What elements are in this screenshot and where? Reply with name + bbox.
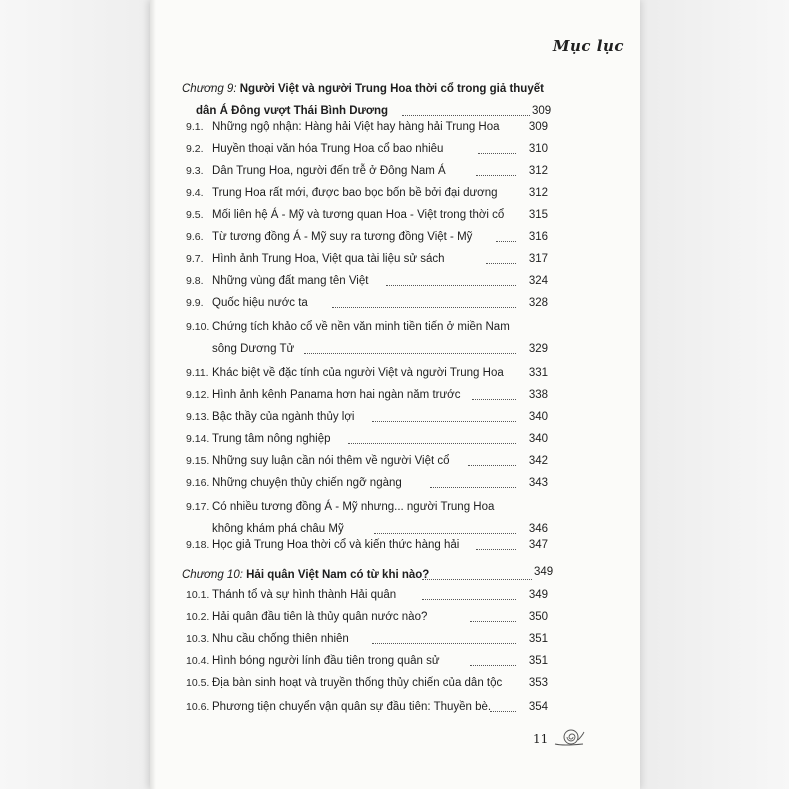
toc-entry[interactable] bbox=[186, 248, 548, 270]
entry-page: 351 bbox=[528, 633, 548, 645]
entry-number: 9.8. bbox=[186, 275, 204, 287]
entry-title: Những ngộ nhận: Hàng hải Việt hay hàng hải Trung Hoa bbox=[212, 121, 500, 133]
entry-title: Những vùng đất mang tên Việt bbox=[212, 275, 369, 287]
leader-dots bbox=[490, 711, 516, 712]
entry-page: 340 bbox=[528, 433, 548, 445]
entry-title: Thánh tổ và sự hình thành Hải quân bbox=[212, 589, 397, 601]
entry-page: 317 bbox=[528, 253, 548, 265]
leader-dots bbox=[470, 665, 516, 666]
entry-title: Chứng tích khảo cổ về nền văn minh tiền tiến ở miền Nam bbox=[212, 321, 510, 333]
toc-entry[interactable] bbox=[186, 428, 548, 450]
toc-entry[interactable] bbox=[186, 606, 548, 628]
toc-entry[interactable] bbox=[186, 628, 548, 650]
book-page bbox=[150, 0, 640, 789]
entry-number: 9.15. bbox=[186, 455, 210, 467]
entry-title: Mối liên hệ Á - Mỹ và tương quan Hoa - Việt trong thời cổ bbox=[212, 209, 505, 221]
entry-title: Trung Hoa rất mới, được bao bọc bốn bề bởi đại dương bbox=[212, 187, 498, 199]
entry-number: 9.16. bbox=[186, 477, 210, 489]
chapter-title-line1: Người Việt và người Trung Hoa thời cổ trong giả thuyết bbox=[239, 83, 544, 95]
entry-page: 351 bbox=[528, 655, 548, 667]
leader-dots bbox=[372, 421, 516, 422]
entry-page: 329 bbox=[528, 343, 548, 355]
entry-number: 9.11. bbox=[186, 367, 209, 379]
entry-page: 315 bbox=[528, 209, 548, 221]
toc-entry[interactable] bbox=[186, 362, 548, 384]
leader-dots bbox=[430, 487, 516, 488]
chapter-9-page: 309 bbox=[532, 105, 552, 117]
chapter-label: Chương 10: bbox=[182, 569, 243, 581]
entry-page: 353 bbox=[528, 677, 548, 689]
leader-dots bbox=[476, 549, 516, 550]
entry-number: 9.1. bbox=[186, 121, 204, 133]
entry-page: 312 bbox=[528, 165, 548, 177]
entry-page: 342 bbox=[528, 455, 548, 467]
toc-entry[interactable] bbox=[186, 316, 548, 360]
toc-entry[interactable] bbox=[186, 226, 548, 248]
toc-entry[interactable] bbox=[186, 384, 548, 406]
entry-page: 343 bbox=[528, 477, 548, 489]
entry-title: Hình bóng người lính đầu tiên trong quân sử bbox=[212, 655, 440, 667]
toc-entry[interactable] bbox=[186, 696, 548, 718]
toc-entry[interactable] bbox=[186, 270, 548, 292]
entry-number: 9.3. bbox=[186, 165, 204, 177]
entry-number: 10.4. bbox=[186, 655, 210, 667]
entry-title: Có nhiều tương đồng Á - Mỹ nhưng... người Trung Hoa bbox=[212, 501, 495, 513]
entry-page: 324 bbox=[528, 275, 548, 287]
entry-number: 10.3. bbox=[186, 633, 210, 645]
toc-entry[interactable] bbox=[186, 138, 548, 160]
toc-entry[interactable] bbox=[186, 472, 548, 494]
entry-title: Huyền thoại văn hóa Trung Hoa cổ bao nhiêu bbox=[212, 143, 444, 155]
entry-title-continued: không khám phá châu Mỹ bbox=[212, 523, 344, 535]
entry-number: 9.2. bbox=[186, 143, 204, 155]
chapter-10-page: 349 bbox=[534, 566, 554, 578]
entry-title: Khác biệt về đặc tính của người Việt và người Trung Hoa bbox=[212, 367, 504, 379]
entry-page: 340 bbox=[528, 411, 548, 423]
entry-title: Những chuyện thủy chiến ngỡ ngàng bbox=[212, 477, 402, 489]
leader-dots bbox=[468, 465, 516, 466]
leader-dots bbox=[422, 579, 532, 580]
chapter-title-line2: dân Á Đông vượt Thái Bình Dương bbox=[196, 105, 389, 117]
chapter-10-heading bbox=[182, 564, 562, 586]
toc-entry[interactable] bbox=[186, 116, 548, 138]
entry-title: Bậc thầy của ngành thủy lợi bbox=[212, 411, 355, 423]
page-header-title: Mục lục bbox=[552, 37, 624, 55]
toc-entry[interactable] bbox=[186, 650, 548, 672]
entry-page: 347 bbox=[528, 539, 548, 551]
entry-number: 10.1. bbox=[186, 589, 210, 601]
entry-title: Học giả Trung Hoa thời cổ và kiến thức hàng hải bbox=[212, 539, 460, 551]
entry-title: Phương tiện chuyển vận quân sự đầu tiên: Thuyền bè. bbox=[212, 701, 492, 713]
entry-page: 350 bbox=[528, 611, 548, 623]
entry-title: Địa bàn sinh hoạt và truyền thống thủy chiến của dân tộc bbox=[212, 677, 503, 689]
background-right bbox=[639, 0, 789, 789]
chapter-label: Chương 9: bbox=[182, 83, 237, 95]
entry-number: 9.6. bbox=[186, 231, 204, 243]
entry-title: Những suy luận cần nói thêm về người Việt cổ bbox=[212, 455, 450, 467]
leader-dots bbox=[348, 443, 516, 444]
entry-page: 310 bbox=[528, 143, 548, 155]
leader-dots bbox=[486, 263, 516, 264]
entry-page: 309 bbox=[528, 121, 548, 133]
toc-entry[interactable] bbox=[186, 160, 548, 182]
leader-dots bbox=[472, 399, 516, 400]
entry-number: 9.10. bbox=[186, 321, 210, 333]
leader-dots bbox=[478, 153, 516, 154]
entry-page: 331 bbox=[528, 367, 548, 379]
entry-title: Hình ảnh Trung Hoa, Việt qua tài liệu sử sách bbox=[212, 253, 445, 265]
entry-number: 9.7. bbox=[186, 253, 204, 265]
entry-number: 9.17. bbox=[186, 501, 210, 513]
entry-number: 9.9. bbox=[186, 297, 204, 309]
entry-page: 354 bbox=[528, 701, 548, 713]
toc-entry[interactable] bbox=[186, 584, 548, 606]
entry-number: 9.4. bbox=[186, 187, 204, 199]
entry-title: Từ tương đồng Á - Mỹ suy ra tương đồng Việt - Mỹ bbox=[212, 231, 473, 243]
entry-number: 9.12. bbox=[186, 389, 210, 401]
entry-title: Trung tâm nông nghiệp bbox=[212, 433, 331, 445]
entry-number: 9.13. bbox=[186, 411, 210, 423]
leader-dots bbox=[372, 643, 516, 644]
chapter-title-line1: Hải quân Việt Nam có từ khi nào? bbox=[246, 569, 430, 581]
background-left bbox=[0, 0, 150, 789]
leader-dots bbox=[386, 285, 516, 286]
leader-dots bbox=[304, 353, 516, 354]
toc-entry[interactable] bbox=[186, 182, 548, 204]
entry-title: Nhu cầu chống thiên nhiên bbox=[212, 633, 349, 645]
entry-page: 346 bbox=[528, 523, 548, 535]
leader-dots bbox=[470, 621, 516, 622]
entry-page: 338 bbox=[528, 389, 548, 401]
leader-dots bbox=[496, 241, 516, 242]
entry-number: 10.5. bbox=[186, 677, 210, 689]
entry-number: 10.6. bbox=[186, 701, 210, 713]
toc-entry[interactable] bbox=[186, 450, 548, 472]
entry-number: 9.14. bbox=[186, 433, 210, 445]
toc-entry[interactable] bbox=[186, 292, 548, 314]
entry-title: Hình ảnh kênh Panama hơn hai ngàn năm trước bbox=[212, 389, 461, 401]
toc-entry[interactable] bbox=[186, 204, 548, 226]
entry-page: 312 bbox=[528, 187, 548, 199]
leader-dots bbox=[332, 307, 516, 308]
entry-number: 9.18. bbox=[186, 539, 210, 551]
entry-page: 316 bbox=[528, 231, 548, 243]
leader-dots bbox=[476, 175, 516, 176]
page-number: 11 bbox=[533, 732, 549, 746]
table-of-contents bbox=[150, 0, 640, 789]
entry-title-continued: sông Dương Tử bbox=[212, 343, 295, 355]
entry-number: 10.2. bbox=[186, 611, 210, 623]
entry-page: 328 bbox=[528, 297, 548, 309]
snail-ornament-icon bbox=[553, 726, 587, 748]
entry-page: 349 bbox=[528, 589, 548, 601]
entry-title: Dân Trung Hoa, người đến trễ ở Đông Nam Á bbox=[212, 165, 446, 177]
entry-number: 9.5. bbox=[186, 209, 204, 221]
entry-title: Hải quân đầu tiên là thủy quân nước nào? bbox=[212, 611, 428, 623]
toc-entry[interactable] bbox=[186, 534, 548, 556]
toc-entry[interactable] bbox=[186, 672, 548, 694]
entry-title: Quốc hiệu nước ta bbox=[212, 297, 308, 309]
leader-dots bbox=[422, 599, 516, 600]
toc-entry[interactable] bbox=[186, 406, 548, 428]
